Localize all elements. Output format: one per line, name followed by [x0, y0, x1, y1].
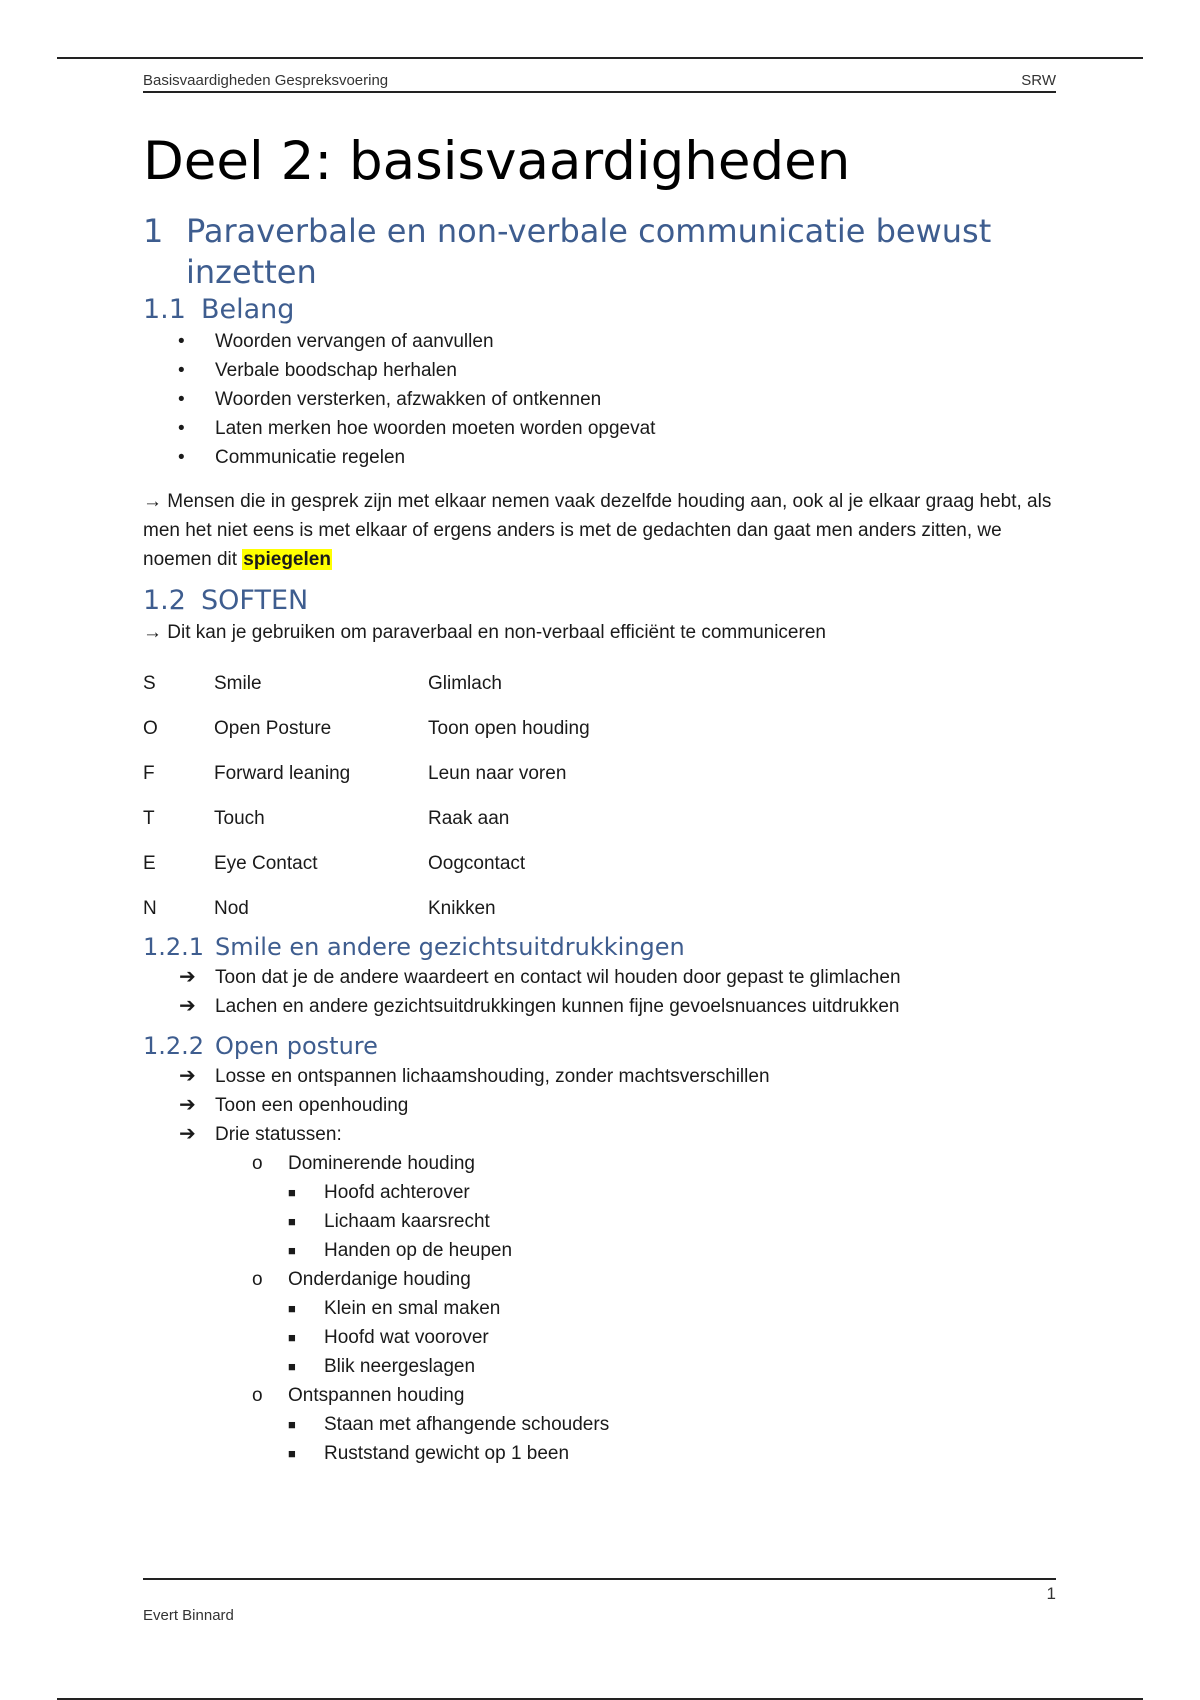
heading-section-1 [143, 211, 1056, 293]
bullet-icon: • [178, 360, 185, 382]
arrow-icon: ➔ [179, 1123, 196, 1146]
list-item: ■ Lichaam kaarsrecht [143, 1207, 1056, 1236]
arrow-icon: ➔ [179, 1094, 196, 1117]
heading-section-1-2-1 [143, 931, 1056, 963]
list-item: ➔ Losse en ontspannen lichaamshouding, zonder machtsverschillen [143, 1062, 1056, 1091]
list-item: ■ Blik neergeslagen [143, 1352, 1056, 1381]
list-item: ■ Handen op de heupen [143, 1236, 1056, 1265]
square-bullet-icon: ■ [288, 1330, 296, 1346]
heading-number: 1.2 [143, 585, 186, 617]
header-title: Basisvaardigheden Gespreksvoering [143, 72, 389, 89]
list-item: • Laten merken hoe woorden moeten worden opgevat [143, 414, 1056, 443]
heading-text: Belang [201, 294, 295, 326]
table-row: O Open Posture Toon open houding [143, 717, 590, 739]
list-item: ➔ Drie statussen: [143, 1120, 1056, 1149]
arrow-icon: ➔ [179, 1065, 196, 1088]
heading-number: 1.1 [143, 294, 186, 326]
header-right: SRW [1021, 72, 1056, 89]
running-header [143, 72, 1056, 93]
heading-section-1-2 [143, 584, 1056, 618]
square-bullet-icon: ■ [288, 1359, 296, 1375]
bullet-icon: • [178, 331, 185, 353]
heading-text: Open posture [215, 1032, 378, 1061]
list-item: • Verbale boodschap herhalen [143, 356, 1056, 385]
list-item: ➔ Toon een openhouding [143, 1091, 1056, 1120]
status-list [143, 1149, 1056, 1178]
list-item: ■ Klein en smal maken [143, 1294, 1056, 1323]
list-item: o Dominerende houding [143, 1149, 1056, 1178]
square-bullet-icon: ■ [288, 1417, 296, 1433]
status-points [143, 1294, 1056, 1381]
bullet-icon: • [178, 447, 185, 469]
page-number: 1 [1046, 1584, 1056, 1603]
square-bullet-icon: ■ [288, 1243, 296, 1259]
bullet-icon: • [178, 389, 185, 411]
circle-bullet-icon: o [252, 1385, 263, 1407]
list-item: ➔ Toon dat je de andere waardeert en contact wil houden door gepast te glimlachen [143, 963, 1056, 992]
heading-text: Smile en andere gezichtsuitdrukkingen [215, 933, 685, 962]
heading-text: Paraverbale en non-verbale communicatie bewust inzetten [186, 212, 992, 292]
arrow-icon: ➔ [179, 966, 196, 989]
heading-number: 1.2.2 [143, 1032, 205, 1061]
heading-text: SOFTEN [201, 585, 309, 617]
table-row: E Eye Contact Oogcontact [143, 852, 526, 874]
list-item: ■ Ruststand gewicht op 1 been [143, 1439, 1056, 1468]
list-item: o Ontspannen houding [143, 1381, 1056, 1410]
open-posture-list [143, 1062, 1056, 1149]
list-item: • Communicatie regelen [143, 443, 1056, 472]
bullet-icon: • [178, 418, 185, 440]
list-item: ■ Hoofd wat voorover [143, 1323, 1056, 1352]
belang-list [143, 327, 1056, 472]
list-item: ➔ Lachen en andere gezichtsuitdrukkingen kunnen fijne gevoelsnuances uitdrukken [143, 992, 1056, 1021]
list-item: ■ Staan met afhangende schouders [143, 1410, 1056, 1439]
table-row: F Forward leaning Leun naar voren [143, 762, 567, 784]
author-name: Evert Binnard [143, 1607, 234, 1624]
heading-section-1-1 [143, 293, 1056, 327]
square-bullet-icon: ■ [288, 1301, 296, 1317]
spiegelen-paragraph: → Mensen die in gesprek zijn met elkaar nemen vaak dezelfde houding aan, ook al je elkaar graag hebt, als men het niet eens is met elkaar of ergens anders is met de gedachten dan gaat men anders zitten, we noemen dit spiegelen [143, 491, 1052, 571]
page-top-border [57, 57, 1143, 59]
list-item: ■ Hoofd achterover [143, 1178, 1056, 1207]
soften-table [143, 661, 1056, 931]
circle-bullet-icon: o [252, 1153, 263, 1175]
status-list [143, 1381, 1056, 1410]
list-item: • Woorden vervangen of aanvullen [143, 327, 1056, 356]
list-item: • Woorden versterken, afzwakken of ontkennen [143, 385, 1056, 414]
heading-number: 1.2.1 [143, 933, 205, 962]
highlighted-term: spiegelen [243, 549, 331, 571]
table-row: T Touch Raak aan [143, 807, 510, 829]
smile-list [143, 963, 1056, 1021]
arrow-icon: ➔ [179, 995, 196, 1018]
heading-number: 1 [143, 212, 164, 251]
heading-section-1-2-2 [143, 1030, 1056, 1062]
page-content [143, 72, 1056, 1468]
circle-bullet-icon: o [252, 1269, 263, 1291]
status-list [143, 1265, 1056, 1294]
running-footer [143, 1578, 1056, 1624]
status-points [143, 1178, 1056, 1265]
status-points [143, 1410, 1056, 1468]
square-bullet-icon: ■ [288, 1446, 296, 1462]
square-bullet-icon: ■ [288, 1214, 296, 1230]
document-title: Deel 2: basisvaardigheden [143, 131, 851, 192]
square-bullet-icon: ■ [288, 1185, 296, 1201]
table-row: S Smile Glimlach [143, 672, 502, 694]
list-item: o Onderdanige houding [143, 1265, 1056, 1294]
soften-intro: → Dit kan je gebruiken om paraverbaal en non-verbaal efficiënt te communiceren [143, 622, 826, 644]
table-row: N Nod Knikken [143, 897, 496, 919]
